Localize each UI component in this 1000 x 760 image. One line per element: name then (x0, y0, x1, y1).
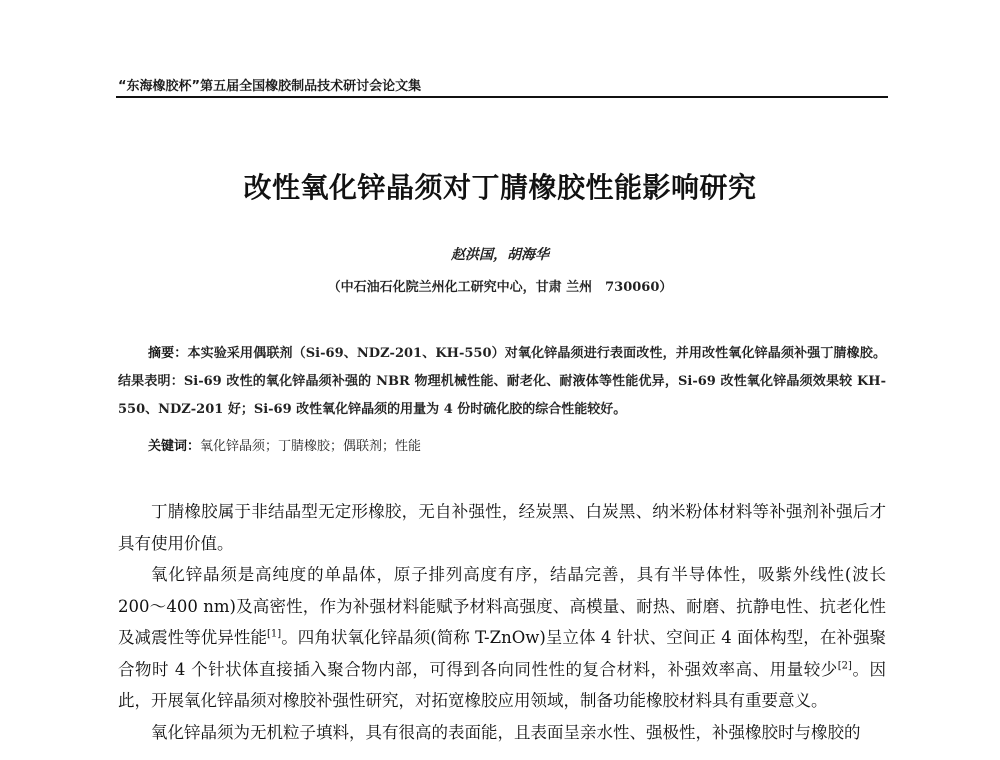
running-header: “东海橡胶杯”第五届全国橡胶制品技术研讨会论文集 (118, 79, 422, 94)
header-rule (116, 96, 888, 98)
body-paragraph-2-part-c: 。因此，开展氧化锌晶须对橡胶补强性研究，对拓宽橡胶应用领域，制备功能橡胶材料具有重要意义。 (118, 659, 886, 710)
keywords-label: 关键词： (148, 439, 201, 454)
keywords-text: 氧化锌晶须；丁腈橡胶；偶联剂；性能 (200, 439, 422, 454)
abstract-text: 本实验采用偶联剂（Si-69、NDZ-201、KH-550）对氧化锌晶须进行表面改性，并用改性氧化锌晶须补强丁腈橡胶。结果表明：Si-69 改性的氧化锌晶须补强的 NBR 物理机械性能、耐老化、耐液体等性能优异，Si-69 改性氧化锌晶须效果较 KH-550、NDZ-201 好；Si-69 改性氧化锌晶须的用量为 4 份时硫化胶的综合性能较好。 (118, 346, 886, 417)
abstract (118, 340, 886, 424)
body-text (118, 496, 886, 748)
citation-1: [1] (267, 628, 282, 640)
body-paragraph-1: 丁腈橡胶属于非结晶型无定形橡胶，无自补强性，经炭黑、白炭黑、纳米粉体材料等补强剂补强后才具有使用价值。 (118, 502, 886, 553)
body-paragraph-2 (118, 559, 886, 717)
citation-2: [2] (837, 660, 852, 671)
paper-authors: 赵洪国，胡海华 (451, 247, 549, 263)
body-paragraph-3-partial: 氧化锌晶须为无机粒子填料，具有很高的表面能，且表面呈亲水性、强极性，补强橡胶时与橡胶的 (151, 722, 861, 742)
body-paragraph-2-part-a: 氧化锌晶须是高纯度的单晶体，原子排列高度有序，结晶完善，具有半导体性，吸紫外线性(波长 200～400 nm)及高密性，作为补强材料能赋予材料高强度、高模量、耐热、耐磨、抗静电性、抗老化性及减震性等优异性能 (118, 565, 886, 647)
body-paragraph-2-part-b: 。四角状氧化锌晶须(简称 T-ZnOw)呈立体 4 针状、空间正 4 面体构型，在补强聚合物时 4 个针状体直接插入聚合物内部，可得到各向同性性的复合材料，补强效率高、用量较少 (118, 628, 887, 679)
paper-title: 改性氧化锌晶须对丁腈橡胶性能影响研究 (243, 171, 757, 204)
paper-affiliation: （中石油石化院兰州化工研究中心，甘肃 兰州 730060） (327, 280, 673, 295)
abstract-label: 摘要： (148, 346, 188, 361)
keywords (148, 437, 886, 457)
